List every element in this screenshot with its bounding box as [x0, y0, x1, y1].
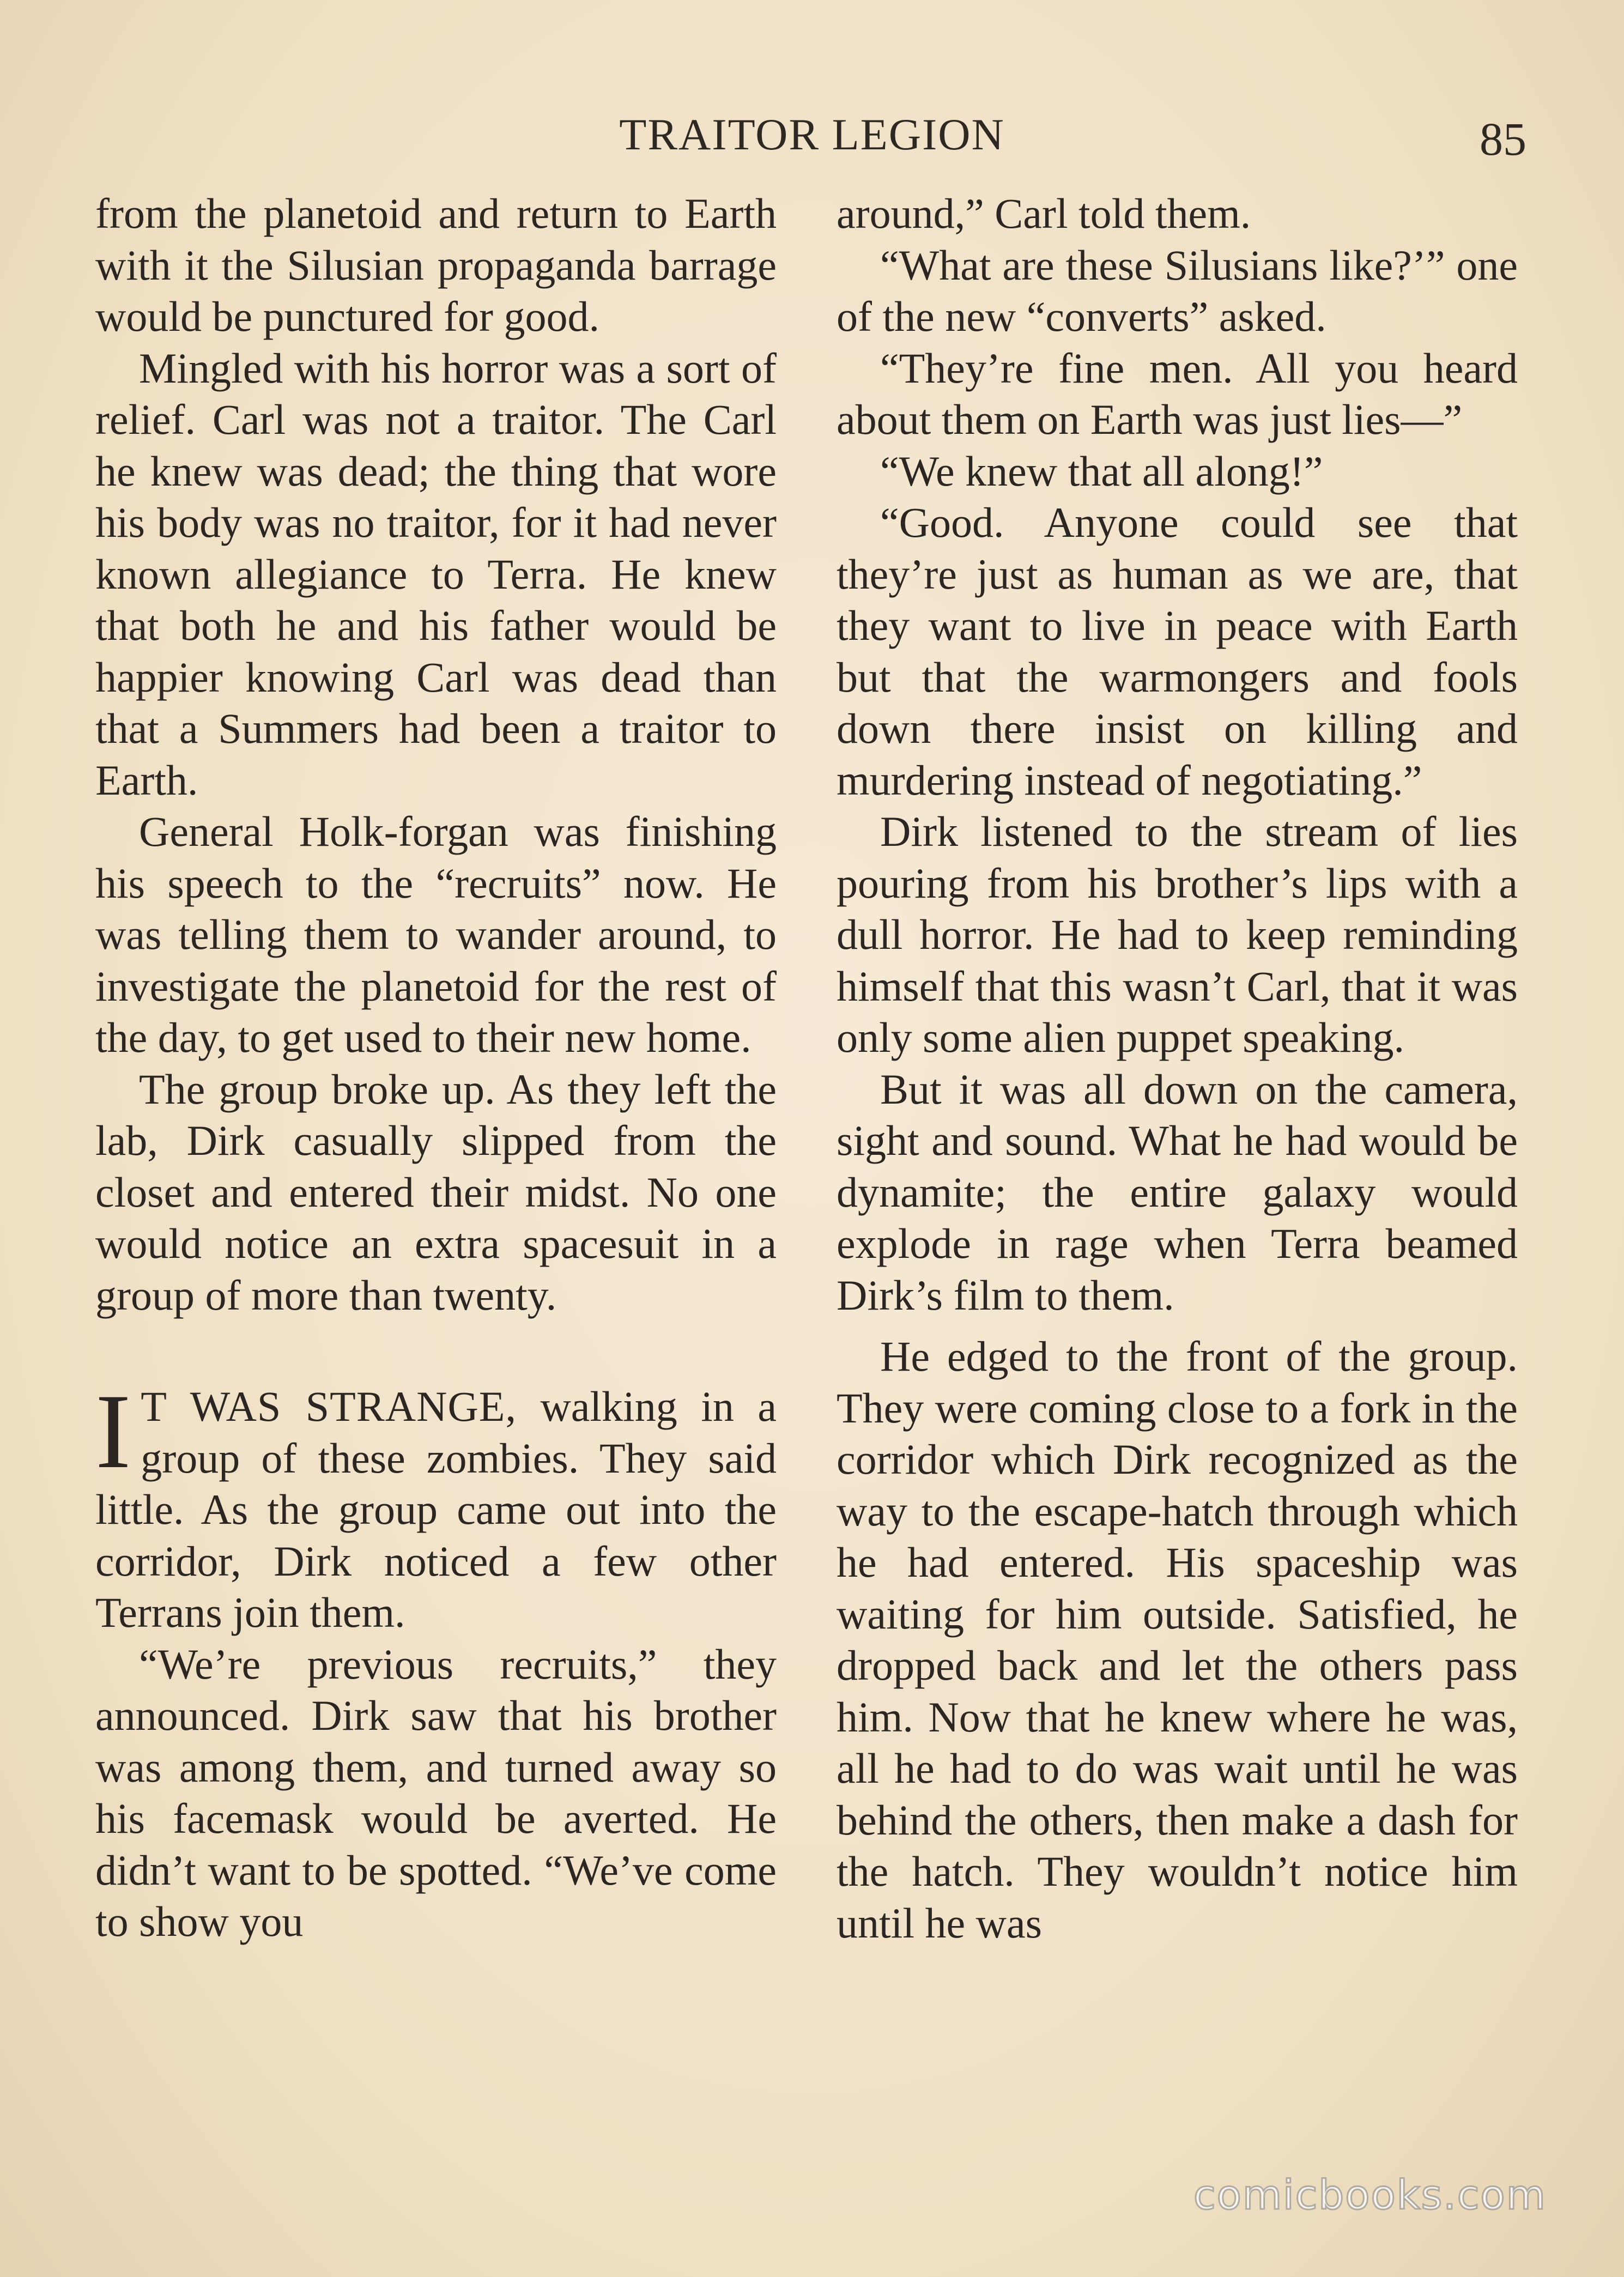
right-column: [837, 188, 1518, 1949]
page-number: 85: [1480, 113, 1526, 165]
paragraph: Mingled with his horror was a sort of relief. Carl was not a traitor. The Carl he knew was dead; the thing that wore his body was no traitor, for it had never known allegiance to Terra. He knew that both he and his father would be happier knowing Carl was dead than that a Summers had been a traitor to Earth.: [95, 344, 777, 804]
running-title: TRAITOR LEGION: [619, 110, 1005, 159]
paragraph: “We’re previous recruits,” they announced. Dirk saw that his brother was among them, and turned away so his facemask would be averted. He didn’t want to be spotted. “We’ve come to show you: [95, 1640, 777, 1945]
paragraph: from the planetoid and return to Earth with it the Silusian propaganda barrage would be punctured for good.: [95, 190, 777, 340]
paragraph: General Holk-forgan was finishing his speech to the “recruits” now. He was telling them to wander around, to investigate the planetoid for the rest of the day, to get used to their new home.: [95, 808, 777, 1061]
paragraph: Dirk listened to the stream of lies pouring from his brother’s lips with a dull horror. He had to keep reminding himself that this wasn’t Carl, that it was only some alien puppet speaking.: [837, 808, 1518, 1061]
paragraph-text: walking in a group of these zombies. They said little. As the group came out into the corridor, Dirk noticed a few other Terrans join them.: [95, 1383, 777, 1636]
paragraph: “They’re fine men. All you heard about them on Earth was just lies—”: [837, 344, 1518, 443]
paragraph-spacing: [837, 1321, 1518, 1331]
section-opening-paragraph: [95, 1372, 777, 1639]
watermark: comicbooks.com: [1193, 2172, 1547, 2219]
paragraph: “What are these Silusians like?’” one of the new “converts” asked.: [837, 241, 1518, 340]
paragraph: “We knew that all along!”: [880, 447, 1323, 495]
section-break: [95, 1321, 777, 1381]
paragraph: around,” Carl told them.: [837, 190, 1251, 237]
paragraph: He edged to the front of the group. They were coming close to a fork in the corridor which Dirk recognized as the way to the escape-hatch through which he had entered. His spaceship was waiting for him outside. Satisfied, he dropped back and let the others pass him. Now that he knew where he was, all he had to do was wait until he was behind the others, then make a dash for the hatch. They wouldn’t notice him until he was: [837, 1333, 1518, 1947]
drop-cap: I: [95, 1372, 131, 1491]
small-caps-lead: T WAS STRANGE,: [141, 1383, 517, 1430]
left-column: [95, 188, 777, 1948]
paragraph: The group broke up. As they left the lab, Dirk casually slipped from the closet and entered their midst. No one would notice an extra spacesuit in a group of more than twenty.: [95, 1065, 777, 1319]
paragraph: But it was all down on the camera, sight and sound. What he had would be dynamite; the entire galaxy would explode in rage when Terra beamed Dirk’s film to them.: [837, 1065, 1518, 1319]
paragraph: “Good. Anyone could see that they’re just as human as we are, that they want to live in peace with Earth but that the warmongers and fools down there insist on killing and murdering instead of negotiating.”: [837, 499, 1518, 804]
